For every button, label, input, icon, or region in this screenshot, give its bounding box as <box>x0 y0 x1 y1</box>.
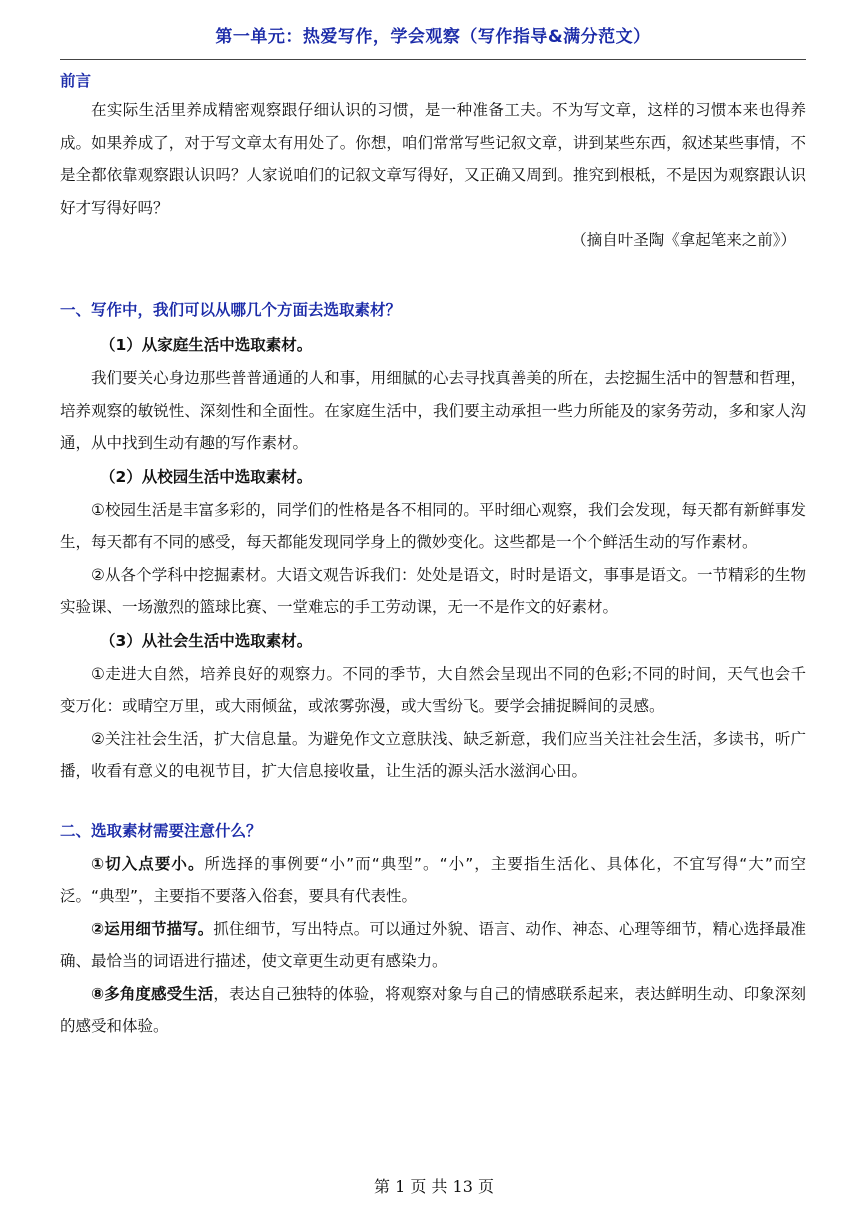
subsection-society-heading: （3）从社会生活中选取素材。 <box>100 631 313 650</box>
document-body <box>60 62 806 1043</box>
header-divider <box>60 59 806 60</box>
section2-item-1-lead: ①切入点要小。 <box>91 854 205 873</box>
subsection-school-heading: （2）从校园生活中选取素材。 <box>100 467 313 486</box>
section2-item-3 <box>60 978 806 1043</box>
preface-citation: （摘自叶圣陶《拿起笔来之前》） <box>571 231 796 249</box>
subsection-family-paragraph: 我们要关心身边那些普普通通的人和事，用细腻的心去寻找真善美的所在，去挖掘生活中的智慧和哲理，培养观察的敏锐性、深刻性和全面性。在家庭生活中，我们要主动承担一些力所能及的家务劳动，多和家人沟通，从中找到生动有趣的写作素材。 <box>60 369 806 452</box>
subsection-school-paragraph-1: ①校园生活是丰富多彩的，同学们的性格是各不相同的。平时细心观察，我们会发现，每天都有新鲜事发生，每天都有不同的感受，每天都能发现同学身上的微妙变化。这些都是一个个鲜活生动的写作素材。 <box>60 500 806 551</box>
subsection-society-paragraph-1: ①走进大自然，培养良好的观察力。不同的季节，大自然会呈现出不同的色彩;不同的时间，天气也会千变万化：或晴空万里，或大雨倾盆，或浓雾弥漫，或大雪纷飞。要学会捕捉瞬间的灵感。 <box>60 664 806 715</box>
section2-item-2-lead: ②运用细节描写。 <box>91 919 214 938</box>
subsection-family-heading: （1）从家庭生活中选取素材。 <box>100 336 313 354</box>
page-number-footer: 第 1 页 共 13 页 <box>374 1177 494 1196</box>
preface-paragraph: 在实际生活里养成精密观察跟仔细认识的习惯，是一种准备工夫。不为写文章，这样的习惯本来也得养成。如果养成了，对于写文章太有用处了。你想，咱们常常写些记叙文章，讲到某些东西，叙述某些事情，不是全都依靠观察跟认识吗？人家说咱们的记叙文章写得好，又正确又周到。推究到根柢，不是因为观察跟认识好才写得好吗？ <box>60 101 806 217</box>
section1-heading: 一、写作中，我们可以从哪几个方面去选取素材？ <box>60 301 402 319</box>
subsection-school-paragraph-2: ②从各个学科中挖掘素材。大语文观告诉我们：处处是语文，时时是语文，事事是语文。一节精彩的生物实验课、一场激烈的篮球比赛、一堂难忘的手工劳动课，无一不是作文的好素材。 <box>60 565 806 616</box>
section2-heading: 二、选取素材需要注意什么？ <box>60 821 262 840</box>
section2-item-2-text: 抓住细节，写出特点。可以通过外貌、语言、动作、神态、心理等细节，精心选择最准确、最恰当的词语进行描述，使文章更生动更有感染力。 <box>60 919 806 970</box>
section2-item-2 <box>60 913 806 978</box>
section2-item-3-text: ，表达自己独特的体验，将观察对象与自己的情感联系起来，表达鲜明生动、印象深刻的感受和体验。 <box>60 984 806 1035</box>
section2-item-1-text: 所选择的事例要“小”而“典型”。“小”，主要指生活化、具体化，不宜写得“大”而空泛。“典型”，主要指不要落入俗套，要具有代表性。 <box>60 854 806 905</box>
subsection-society-paragraph-2: ②关注社会生活，扩大信息量。为避免作文立意肤浅、缺乏新意，我们应当关注社会生活，多读书，听广播，收看有意义的电视节目，扩大信息接收量，让生活的源头活水滋润心田。 <box>60 729 806 780</box>
section2-item-3-lead: ⑧多角度感受生活 <box>91 984 214 1003</box>
section2-item-1 <box>60 848 806 913</box>
page-header-title: 第一单元：热爱写作，学会观察（写作指导&满分范文） <box>215 27 651 47</box>
preface-title: 前言 <box>60 72 92 90</box>
